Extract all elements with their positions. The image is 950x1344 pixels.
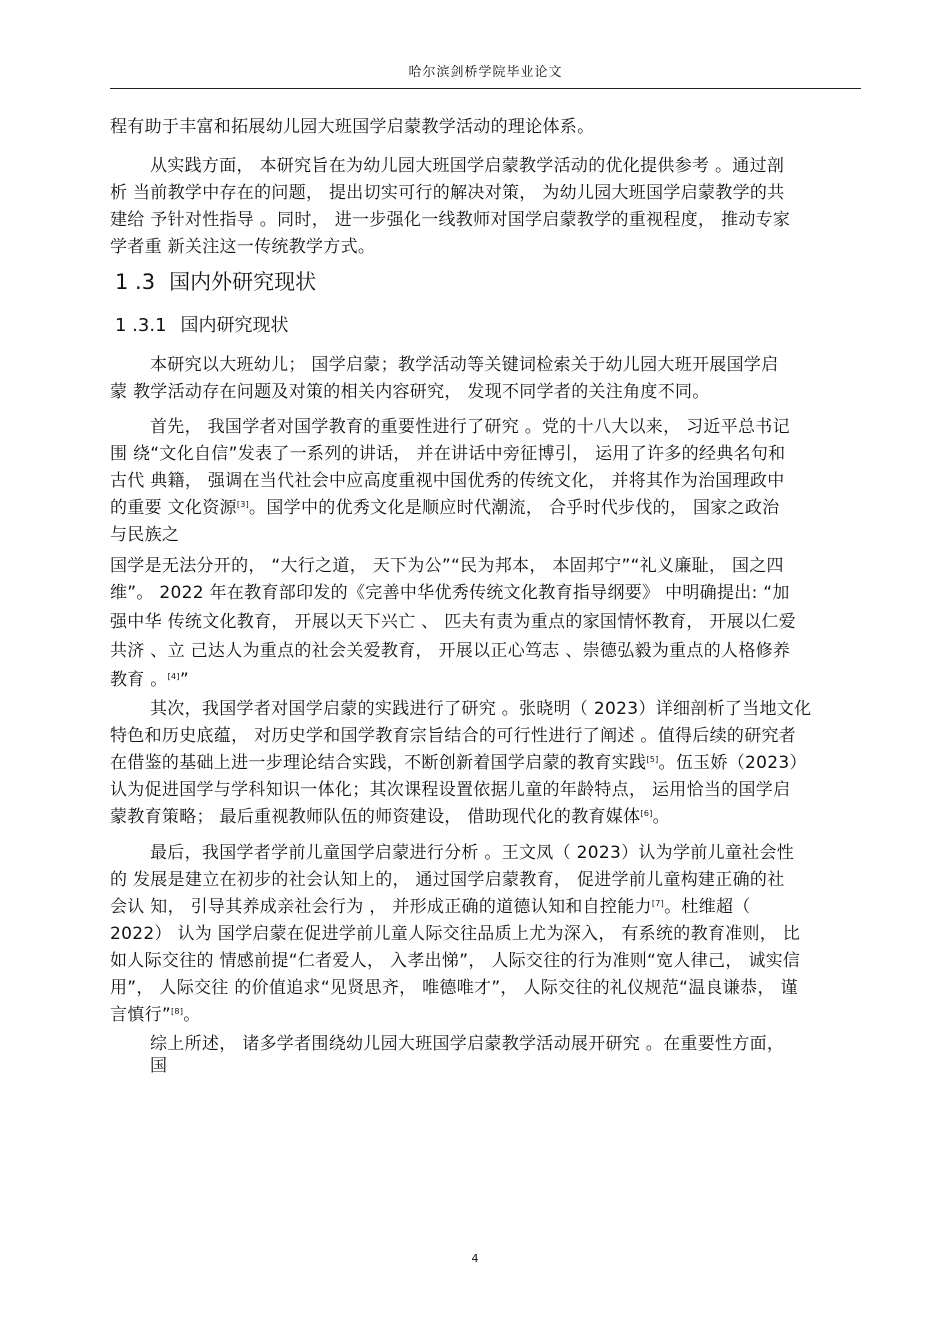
text-line: 析 当前教学中存在的问题， 提出切实可行的解决对策， 为幼儿园大班国学启蒙教学的共 bbox=[110, 183, 785, 203]
text-line: 其次，我国学者对国学启蒙的实践进行了研究 。张晓明（ 2023）详细剖析了当地文化 bbox=[150, 699, 812, 719]
text-fragment: 蒙教育策略； 最后重视教师队伍的师资建设， 借助现代化的教育媒体 bbox=[110, 807, 641, 827]
text-fragment: 。伍玉娇（2023） bbox=[658, 753, 807, 773]
text-fragment: 会认 知， 引导其养成亲社会行为 ， 并形成正确的道德认知和自控能力 bbox=[110, 897, 652, 917]
text-line: 围 绕“文化自信”发表了一系列的讲话， 并在讲话中旁征博引， 运用了许多的经典名句和 bbox=[110, 444, 786, 464]
text-fragment: 的重要 文化资源 bbox=[110, 498, 237, 518]
citation-7: [7] bbox=[651, 899, 665, 908]
running-header: 哈尔滨剑桥学院毕业论文 bbox=[110, 62, 861, 89]
text-line: 学者重 新关注这一传统教学方式。 bbox=[110, 237, 376, 257]
text-line: 用”， 人际交往 的价值追求“见贤思齐， 唯德唯才”， 人际交往的礼仪规范“温良谦恭， 谨 bbox=[110, 978, 798, 998]
text-line: 国学是无法分开的， “大行之道， 天下为公”“民为邦本， 本固邦宁”“礼义廉耻， 国之四 bbox=[110, 556, 784, 576]
citation-5: [5] bbox=[646, 755, 659, 764]
text-fragment: ” bbox=[179, 670, 189, 690]
citation-6: [6] bbox=[640, 809, 653, 818]
text-line: 的 发展是建立在初步的社会认知上的， 通过国学启蒙教育， 促进学前儿童构建正确的社 bbox=[110, 870, 785, 890]
subsection-title: 国内研究现状 bbox=[180, 315, 289, 336]
text-line: 共济 、立 己达人为重点的社会关爱教育， 开展以正心笃志 、崇德弘毅为重点的人格修养 bbox=[110, 641, 791, 661]
text-line: 建给 予针对性指导 。同时， 进一步强化一线教师对国学启蒙教学的重视程度， 推动专家 bbox=[110, 210, 791, 230]
text-fragment: 言慎行” bbox=[110, 1005, 172, 1025]
text-line: 首先， 我国学者对国学教育的重要性进行了研究 。党的十八大以来， 习近平总书记 bbox=[150, 417, 790, 437]
text-line bbox=[110, 894, 868, 920]
text-line: 如人际交往的 情感前提“仁者爱人， 入孝出悌”， 人际交往的行为准则“宽人律己， 诚实信 bbox=[110, 951, 801, 971]
text-fragment: 。国学中的优秀文化是顺应时代潮流， 合乎时代步伐的， 国家之政治 bbox=[249, 498, 780, 518]
text-line: 2022） 认为 国学启蒙在促进学前儿童人际交往品质上尤为深入， 有系统的教育准则， 比 bbox=[110, 924, 801, 944]
page-number: 4 bbox=[471, 1252, 479, 1265]
section-heading-1-3 bbox=[115, 267, 316, 297]
text-line: 强中华 传统文化教育， 开展以天下兴亡 、 匹夫有责为重点的家国情怀教育， 开展以仁爱 bbox=[110, 612, 796, 632]
text-fragment: 教育 。 bbox=[110, 670, 168, 690]
text-fragment: 在借鉴的基础上进一步理论结合实践，不断创新着国学启蒙的教育实践 bbox=[110, 753, 647, 773]
text-fragment: 。 bbox=[183, 1005, 201, 1025]
text-line bbox=[110, 804, 868, 830]
citation-3: [3] bbox=[236, 500, 250, 509]
section-number: 1 .3 bbox=[115, 270, 156, 294]
text-line: 综上所述， 诸多学者围绕幼儿园大班国学启蒙教学活动展开研究 。在重要性方面， bbox=[150, 1034, 785, 1054]
text-line: 从实践方面， 本研究旨在为幼儿园大班国学启蒙教学活动的优化提供参考 。通过剖 bbox=[150, 156, 785, 176]
subsection-heading-1-3-1 bbox=[115, 312, 289, 340]
text-line: 与民族之 bbox=[110, 525, 180, 545]
text-line: 特色和历史底蕴， 对历史学和国学教育宗旨结合的可行性进行了阐述 。值得后续的研究者 bbox=[110, 726, 797, 746]
text-line bbox=[110, 667, 868, 693]
text-line: 维”。 2022 年在教育部印发的《完善中华优秀传统文化教育指导纲要》 中明确提出: “加 bbox=[110, 583, 790, 603]
citation-4: [4] bbox=[167, 672, 180, 681]
text-line: 最后，我国学者学前儿童国学启蒙进行分析 。王文凤（ 2023）认为学前儿童社会性 bbox=[150, 843, 795, 863]
citation-8: [8] bbox=[171, 1007, 184, 1016]
text-line: 国 bbox=[150, 1056, 168, 1076]
text-line: 本研究以大班幼儿； 国学启蒙；教学活动等关键词检索关于幼儿园大班开展国学启 bbox=[150, 355, 779, 375]
text-line: 程有助于丰富和拓展幼儿园大班国学启蒙教学活动的理论体系。 bbox=[110, 117, 595, 137]
section-title: 国内外研究现状 bbox=[169, 270, 317, 294]
text-fragment: 。杜维超（ bbox=[664, 897, 751, 917]
subsection-number: 1 .3.1 bbox=[115, 315, 167, 336]
text-line: 古代 典籍， 强调在当代社会中应高度重视中国优秀的传统文化， 并将其作为治国理政中 bbox=[110, 471, 785, 491]
text-fragment: 。 bbox=[652, 807, 670, 827]
text-line bbox=[110, 1002, 868, 1028]
text-line bbox=[110, 495, 868, 521]
text-line: 认为促进国学与学科知识一体化；其次课程设置依据儿童的年龄特点， 运用恰当的国学启 bbox=[110, 780, 791, 800]
text-line: 蒙 教学活动存在问题及对策的相关内容研究， 发现不同学者的关注角度不同。 bbox=[110, 382, 710, 402]
text-line bbox=[110, 750, 868, 776]
